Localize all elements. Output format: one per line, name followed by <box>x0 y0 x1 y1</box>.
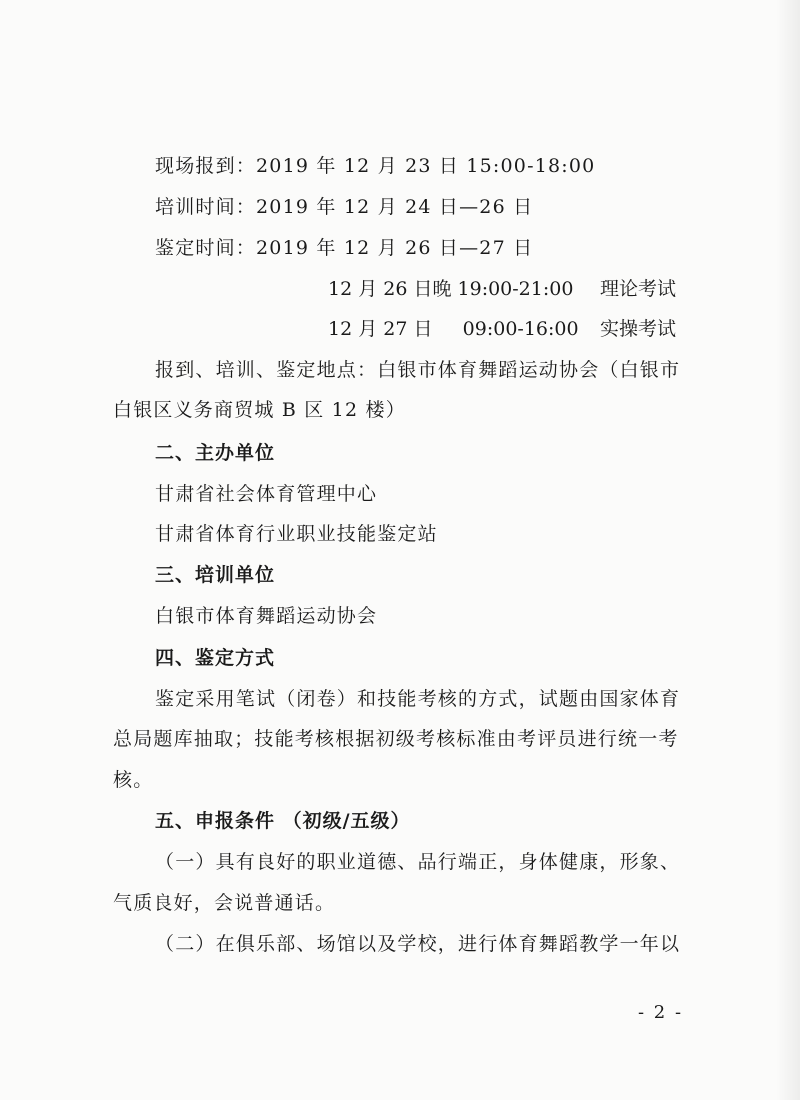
appraisal-time: 鉴定时间：2019 年 12 月 26 日—27 日 <box>155 237 534 259</box>
section-4-paragraph-line-1: 鉴定采用笔试（闭卷）和技能考核的方式，试题由国家体育 <box>155 688 681 710</box>
exam-theory-time: 12 月 26 日晚 19:00-21:00 <box>328 278 574 300</box>
training-time: 培训时间：2019 年 12 月 24 日—26 日 <box>155 196 534 218</box>
organizer-2: 甘肃省体育行业职业技能鉴定站 <box>155 523 438 545</box>
requirement-1-line-2: 气质良好，会说普通话。 <box>113 892 336 914</box>
location-line-1: 报到、培训、鉴定地点：白银市体育舞蹈运动协会（白银市 <box>155 359 681 381</box>
page-number: - 2 - <box>638 1002 684 1023</box>
section-4-heading: 四、鉴定方式 <box>155 647 276 669</box>
exam-practical-label: 实操考试 <box>600 318 677 340</box>
exam-theory-label: 理论考试 <box>600 278 677 300</box>
location-line-2: 白银区义务商贸城 B 区 12 楼） <box>113 399 406 421</box>
scan-edge-shadow <box>776 0 800 1100</box>
checkin-time: 现场报到：2019 年 12 月 23 日 15:00-18:00 <box>155 155 596 177</box>
exam-practical-time: 12 月 27 日 09:00-16:00 <box>328 318 579 340</box>
organizer-1: 甘肃省社会体育管理中心 <box>155 483 378 505</box>
section-5-heading: 五、申报条件 （初级/五级） <box>155 810 411 832</box>
requirement-1-line-1: （一）具有良好的职业道德、品行端正，身体健康，形象、 <box>155 851 681 873</box>
training-org: 白银市体育舞蹈运动协会 <box>155 605 378 627</box>
section-4-paragraph-line-2: 总局题库抽取；技能考核根据初级考核标准由考评员进行统一考 <box>113 728 679 750</box>
section-3-heading: 三、培训单位 <box>155 564 276 586</box>
section-2-heading: 二、主办单位 <box>155 442 276 464</box>
requirement-2-line-1: （二）在俱乐部、场馆以及学校，进行体育舞蹈教学一年以 <box>155 933 681 955</box>
section-4-paragraph-line-3: 核。 <box>113 769 154 791</box>
